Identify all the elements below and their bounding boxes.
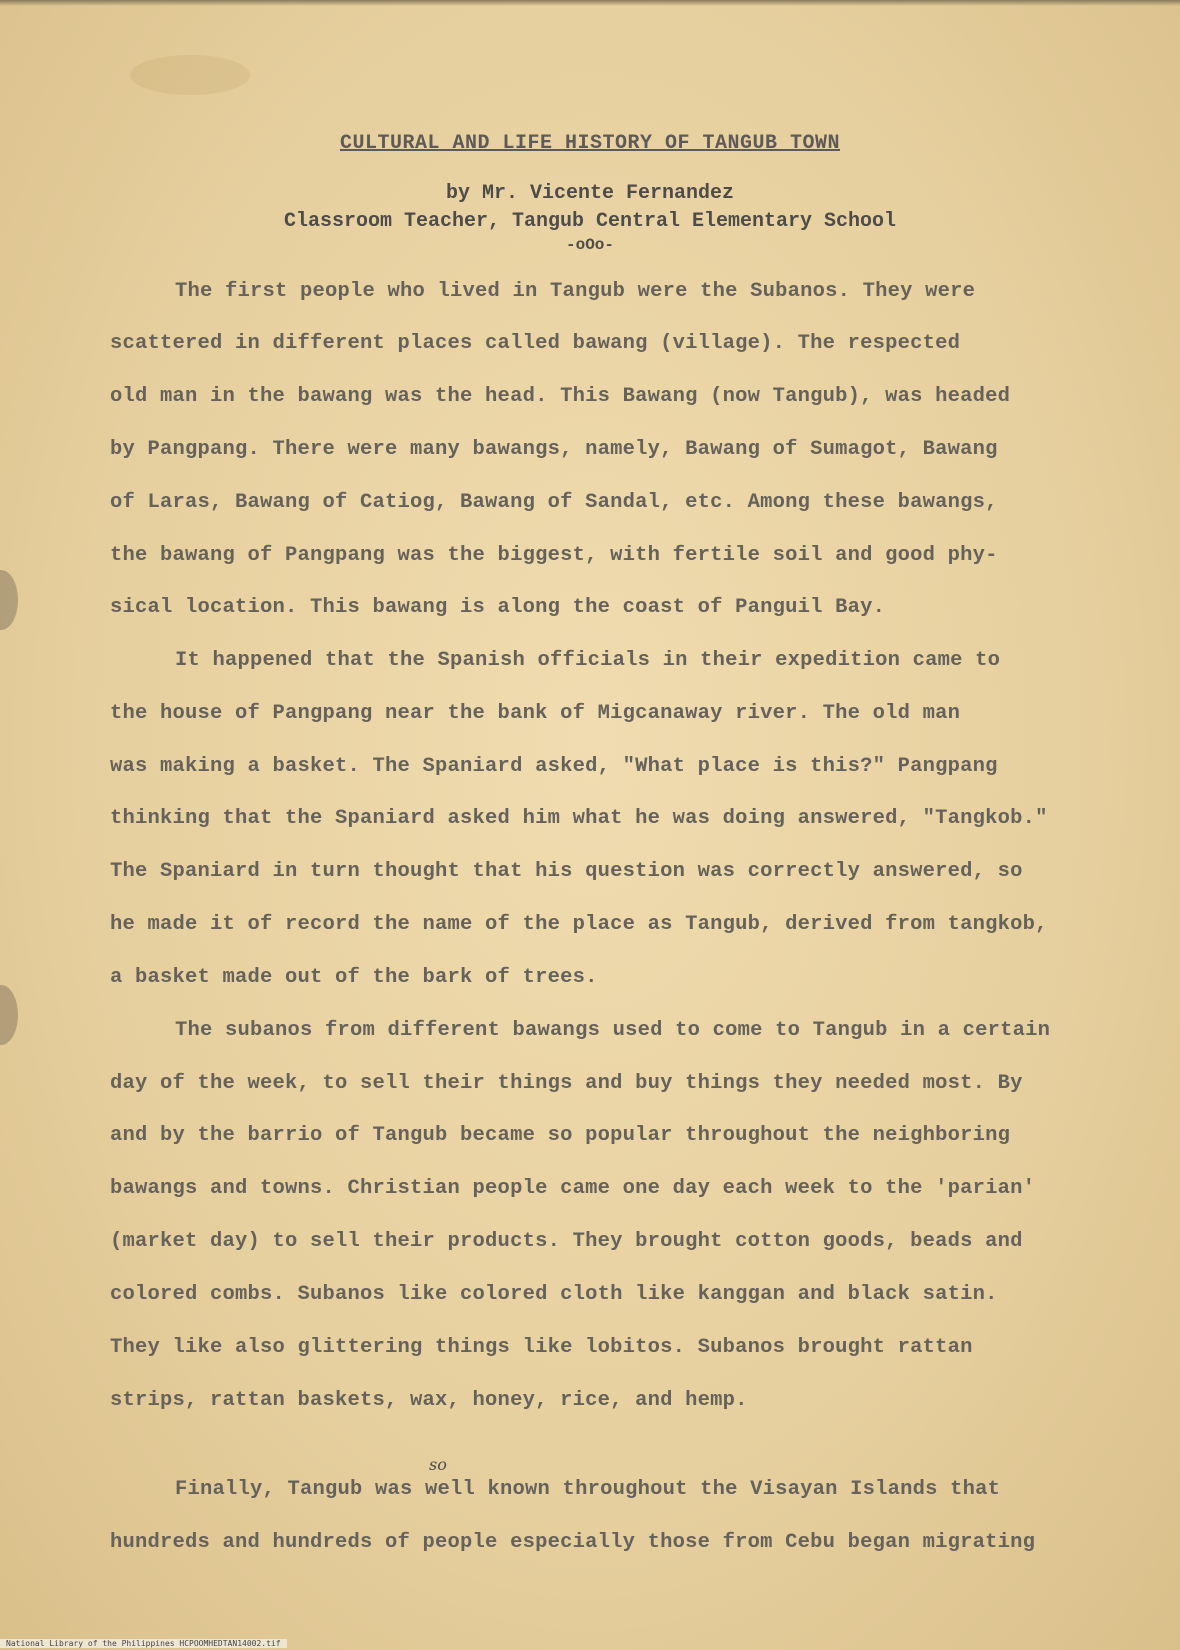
text-line: (market day) to sell their products. They brought cotton goods, beads and — [110, 1230, 1023, 1253]
text-line: of Laras, Bawang of Catiog, Bawang of Sandal, etc. Among these bawangs, — [110, 491, 998, 514]
text-line: day of the week, to sell their things and buy things they needed most. By — [110, 1072, 1023, 1095]
text-line: The Spaniard in turn thought that his question was correctly answered, so — [110, 860, 1023, 883]
text-line: he made it of record the name of the place as Tangub, derived from tangkob, — [110, 913, 1048, 936]
text-line: the house of Pangpang near the bank of Migcanaway river. The old man — [110, 702, 961, 725]
text-line: The first people who lived in Tangub were the Subanos. They were — [175, 280, 976, 303]
text-line: It happened that the Spanish officials in their expedition came to — [175, 649, 1001, 672]
position-line: Classroom Teacher, Tangub Central Elementary School — [283, 210, 897, 233]
text-line: hundreds and hundreds of people especially those from Cebu began migrating — [110, 1531, 1036, 1554]
text-line: Finally, Tangub was well known throughout the Visayan Islands that — [175, 1478, 1001, 1501]
text-line: and by the barrio of Tangub became so popular throughout the neighboring — [110, 1124, 1011, 1147]
text-line: scattered in different places called bawang (village). The respected — [110, 332, 961, 355]
text-line: was making a basket. The Spaniard asked, "What place is this?" Pangpang — [110, 755, 998, 778]
document-title: CULTURAL AND LIFE HISTORY OF TANGUB TOWN — [339, 132, 841, 155]
text-line: thinking that the Spaniard asked him what he was doing answered, "Tangkob." — [110, 807, 1048, 830]
text-line: bawangs and towns. Christian people came one day each week to the 'parian' — [110, 1177, 1036, 1200]
text-line: They like also glittering things like lobitos. Subanos brought rattan — [110, 1336, 973, 1359]
author-line: by Mr. Vicente Fernandez — [445, 182, 735, 205]
text-line: colored combs. Subanos like colored cloth like kanggan and black satin. — [110, 1283, 998, 1306]
text-line: a basket made out of the bark of trees. — [110, 966, 598, 989]
text-line: the bawang of Pangpang was the biggest, with fertile soil and good phy- — [110, 544, 998, 567]
text-line: The subanos from different bawangs used to come to Tangub in a certain — [175, 1019, 1051, 1042]
text-line: by Pangpang. There were many bawangs, namely, Bawang of Sumagot, Bawang — [110, 438, 998, 461]
separator: -oOo- — [565, 236, 614, 254]
text-line: sical location. This bawang is along the coast of Panguil Bay. — [110, 596, 886, 619]
paper-stain — [130, 55, 250, 95]
handwritten-insert: so — [429, 1455, 447, 1474]
scan-edge — [0, 0, 1180, 6]
punch-hole — [0, 570, 18, 630]
text-line: strips, rattan baskets, wax, honey, rice, and hemp. — [110, 1389, 748, 1412]
footer-label: National Library of the Philippines HCPOOMHEDTAN14002.tif — [0, 1639, 287, 1648]
text-line: old man in the bawang was the head. This Bawang (now Tangub), was headed — [110, 385, 1011, 408]
punch-hole — [0, 985, 18, 1045]
